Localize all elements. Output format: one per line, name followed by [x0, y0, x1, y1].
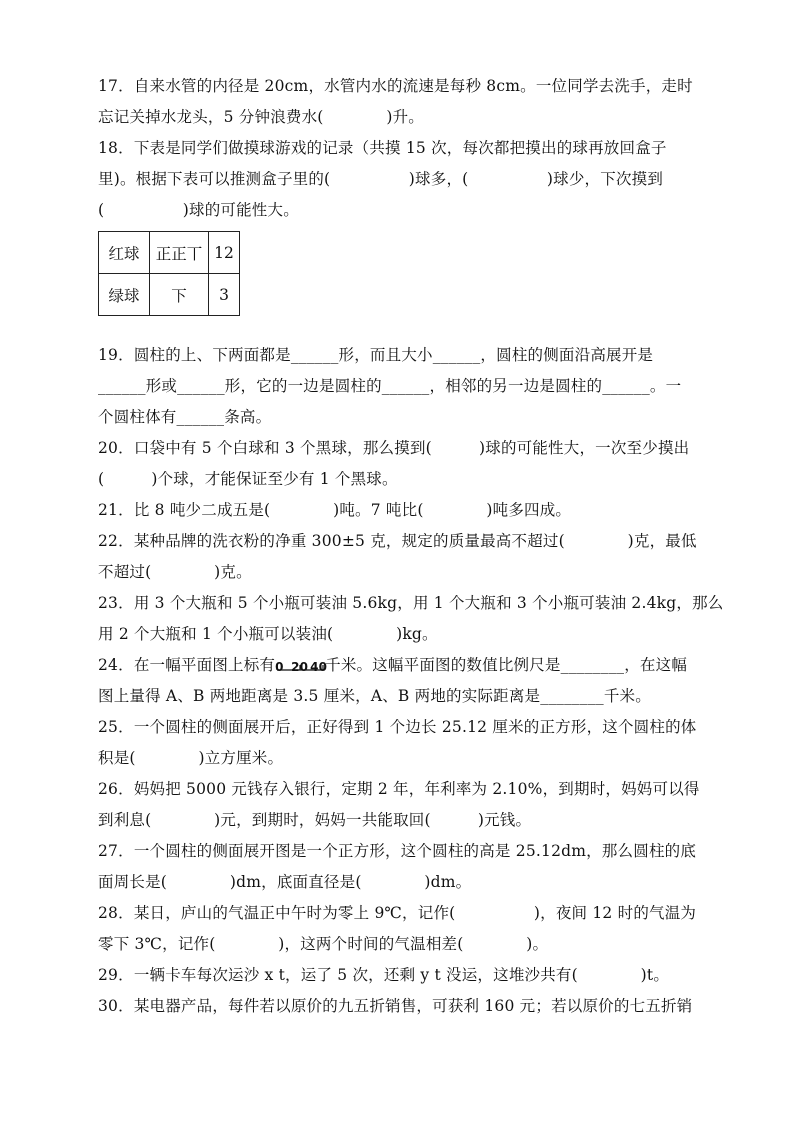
question-29	[98, 960, 698, 991]
question-line	[98, 650, 698, 681]
question-text: 29．一辆卡车每次运沙 x t，运了 5 次，还剩 y t 没运，这堆沙共有( )t。	[98, 966, 670, 984]
table-cell-tally: 正正丅	[150, 232, 209, 274]
table-cell-ball: 红球	[99, 232, 150, 274]
question-text: 积是( )立方厘米。	[98, 749, 284, 767]
question-text: ( )个球，才能保证至少有 1 个黑球。	[98, 470, 398, 488]
question-17	[98, 71, 698, 133]
question-text: 22．某种品牌的洗衣粉的净重 300±5 克，规定的质量最高不超过( )克，最低	[98, 532, 697, 550]
table-row	[99, 274, 240, 316]
question-text: 26．妈妈把 5000 元钱存入银行，定期 2 年，年利率为 2.10%，到期时，妈妈可以得	[98, 780, 700, 798]
question-text: 不超过( )克。	[98, 563, 252, 581]
table-row	[99, 232, 240, 274]
question-text: 18．下表是同学们做摸球游戏的记录（共摸 15 次，每次都把摸出的球再放回盒子	[98, 139, 667, 157]
question-text: 图上量得 A、B 两地距离是 3.5 厘米，A、B 两地的实际距离是________千米。	[98, 687, 651, 705]
question-18	[98, 133, 698, 226]
question-text: 里)。根据下表可以推测盒子里的( )球多，( )球少，下次摸到	[98, 170, 664, 188]
question-21	[98, 495, 698, 526]
question-text: 面周长是( )dm，底面直径是( )dm。	[98, 873, 472, 891]
tally-table	[98, 231, 240, 316]
table-cell-count: 3	[209, 274, 240, 316]
question-text: 到利息( )元，到期时，妈妈一共能取回( )元钱。	[98, 811, 532, 829]
question-text: 19．圆柱的上、下两面都是______形，而且大小______，圆柱的侧面沿高展开是	[98, 346, 654, 364]
question-text: 30．某电器产品，每件若以原价的九五折销售，可获利 160 元；若以原价的七五折销	[98, 997, 693, 1015]
question-text: 28．某日，庐山的气温正中午时为零上 9℃，记作( )，夜间 12 时的气温为	[98, 904, 697, 922]
question-text: 个圆柱体有______条高。	[98, 408, 272, 426]
question-27	[98, 836, 698, 898]
table-cell-ball: 绿球	[99, 274, 150, 316]
question-text: ( )球的可能性大。	[98, 201, 299, 219]
question-20	[98, 433, 698, 495]
question-23	[98, 588, 724, 650]
question-25	[98, 712, 698, 774]
question-24	[98, 650, 698, 712]
question-text: 27．一个圆柱的侧面展开图是一个正方形，这个圆柱的高是 25.12dm，那么圆柱的底	[98, 842, 697, 860]
question-text: 忘记关掉水龙头，5 分钟浪费水( )升。	[98, 108, 424, 126]
scale-label: 0	[275, 660, 284, 674]
question-text: 17．自来水管的内径是 20cm，水管内水的流速是每秒 8cm。一位同学去洗手，走时	[98, 77, 693, 95]
question-text: 24．在一幅平面图上标有	[98, 656, 276, 674]
question-text: 23．用 3 个大瓶和 5 个小瓶可装油 5.6kg，用 1 个大瓶和 3 个小瓶可装油 2.4kg，那么	[98, 594, 724, 612]
question-text: 20．口袋中有 5 个白球和 3 个黑球，那么摸到( )球的可能性大，一次至少摸出	[98, 439, 690, 457]
question-28	[98, 898, 698, 960]
line-scale-graphic	[275, 655, 328, 675]
question-text: 千米。这幅平面图的数值比例尺是________，在这幅	[325, 656, 688, 674]
question-text: 25．一个圆柱的侧面展开后，正好得到 1 个边长 25.12 厘米的正方形，这个圆柱的体	[98, 718, 697, 736]
scale-label: 40	[310, 660, 328, 674]
scale-label: 20	[291, 660, 309, 674]
question-22	[98, 526, 698, 588]
question-text: 用 2 个大瓶和 1 个小瓶可以装油( )kg。	[98, 625, 438, 643]
question-30	[98, 991, 698, 1022]
table-cell-tally: 下	[150, 274, 209, 316]
question-26	[98, 774, 698, 836]
question-19	[98, 340, 698, 433]
table-cell-count: 12	[209, 232, 240, 274]
question-text: ______形或______形，它的一边是圆柱的______，相邻的另一边是圆柱的______。一	[98, 377, 682, 395]
question-text: 零下 3℃，记作( )，这两个时间的气温相差( )。	[98, 935, 549, 953]
question-text: 21．比 8 吨少二成五是( )吨。7 吨比( )吨多四成。	[98, 501, 572, 519]
